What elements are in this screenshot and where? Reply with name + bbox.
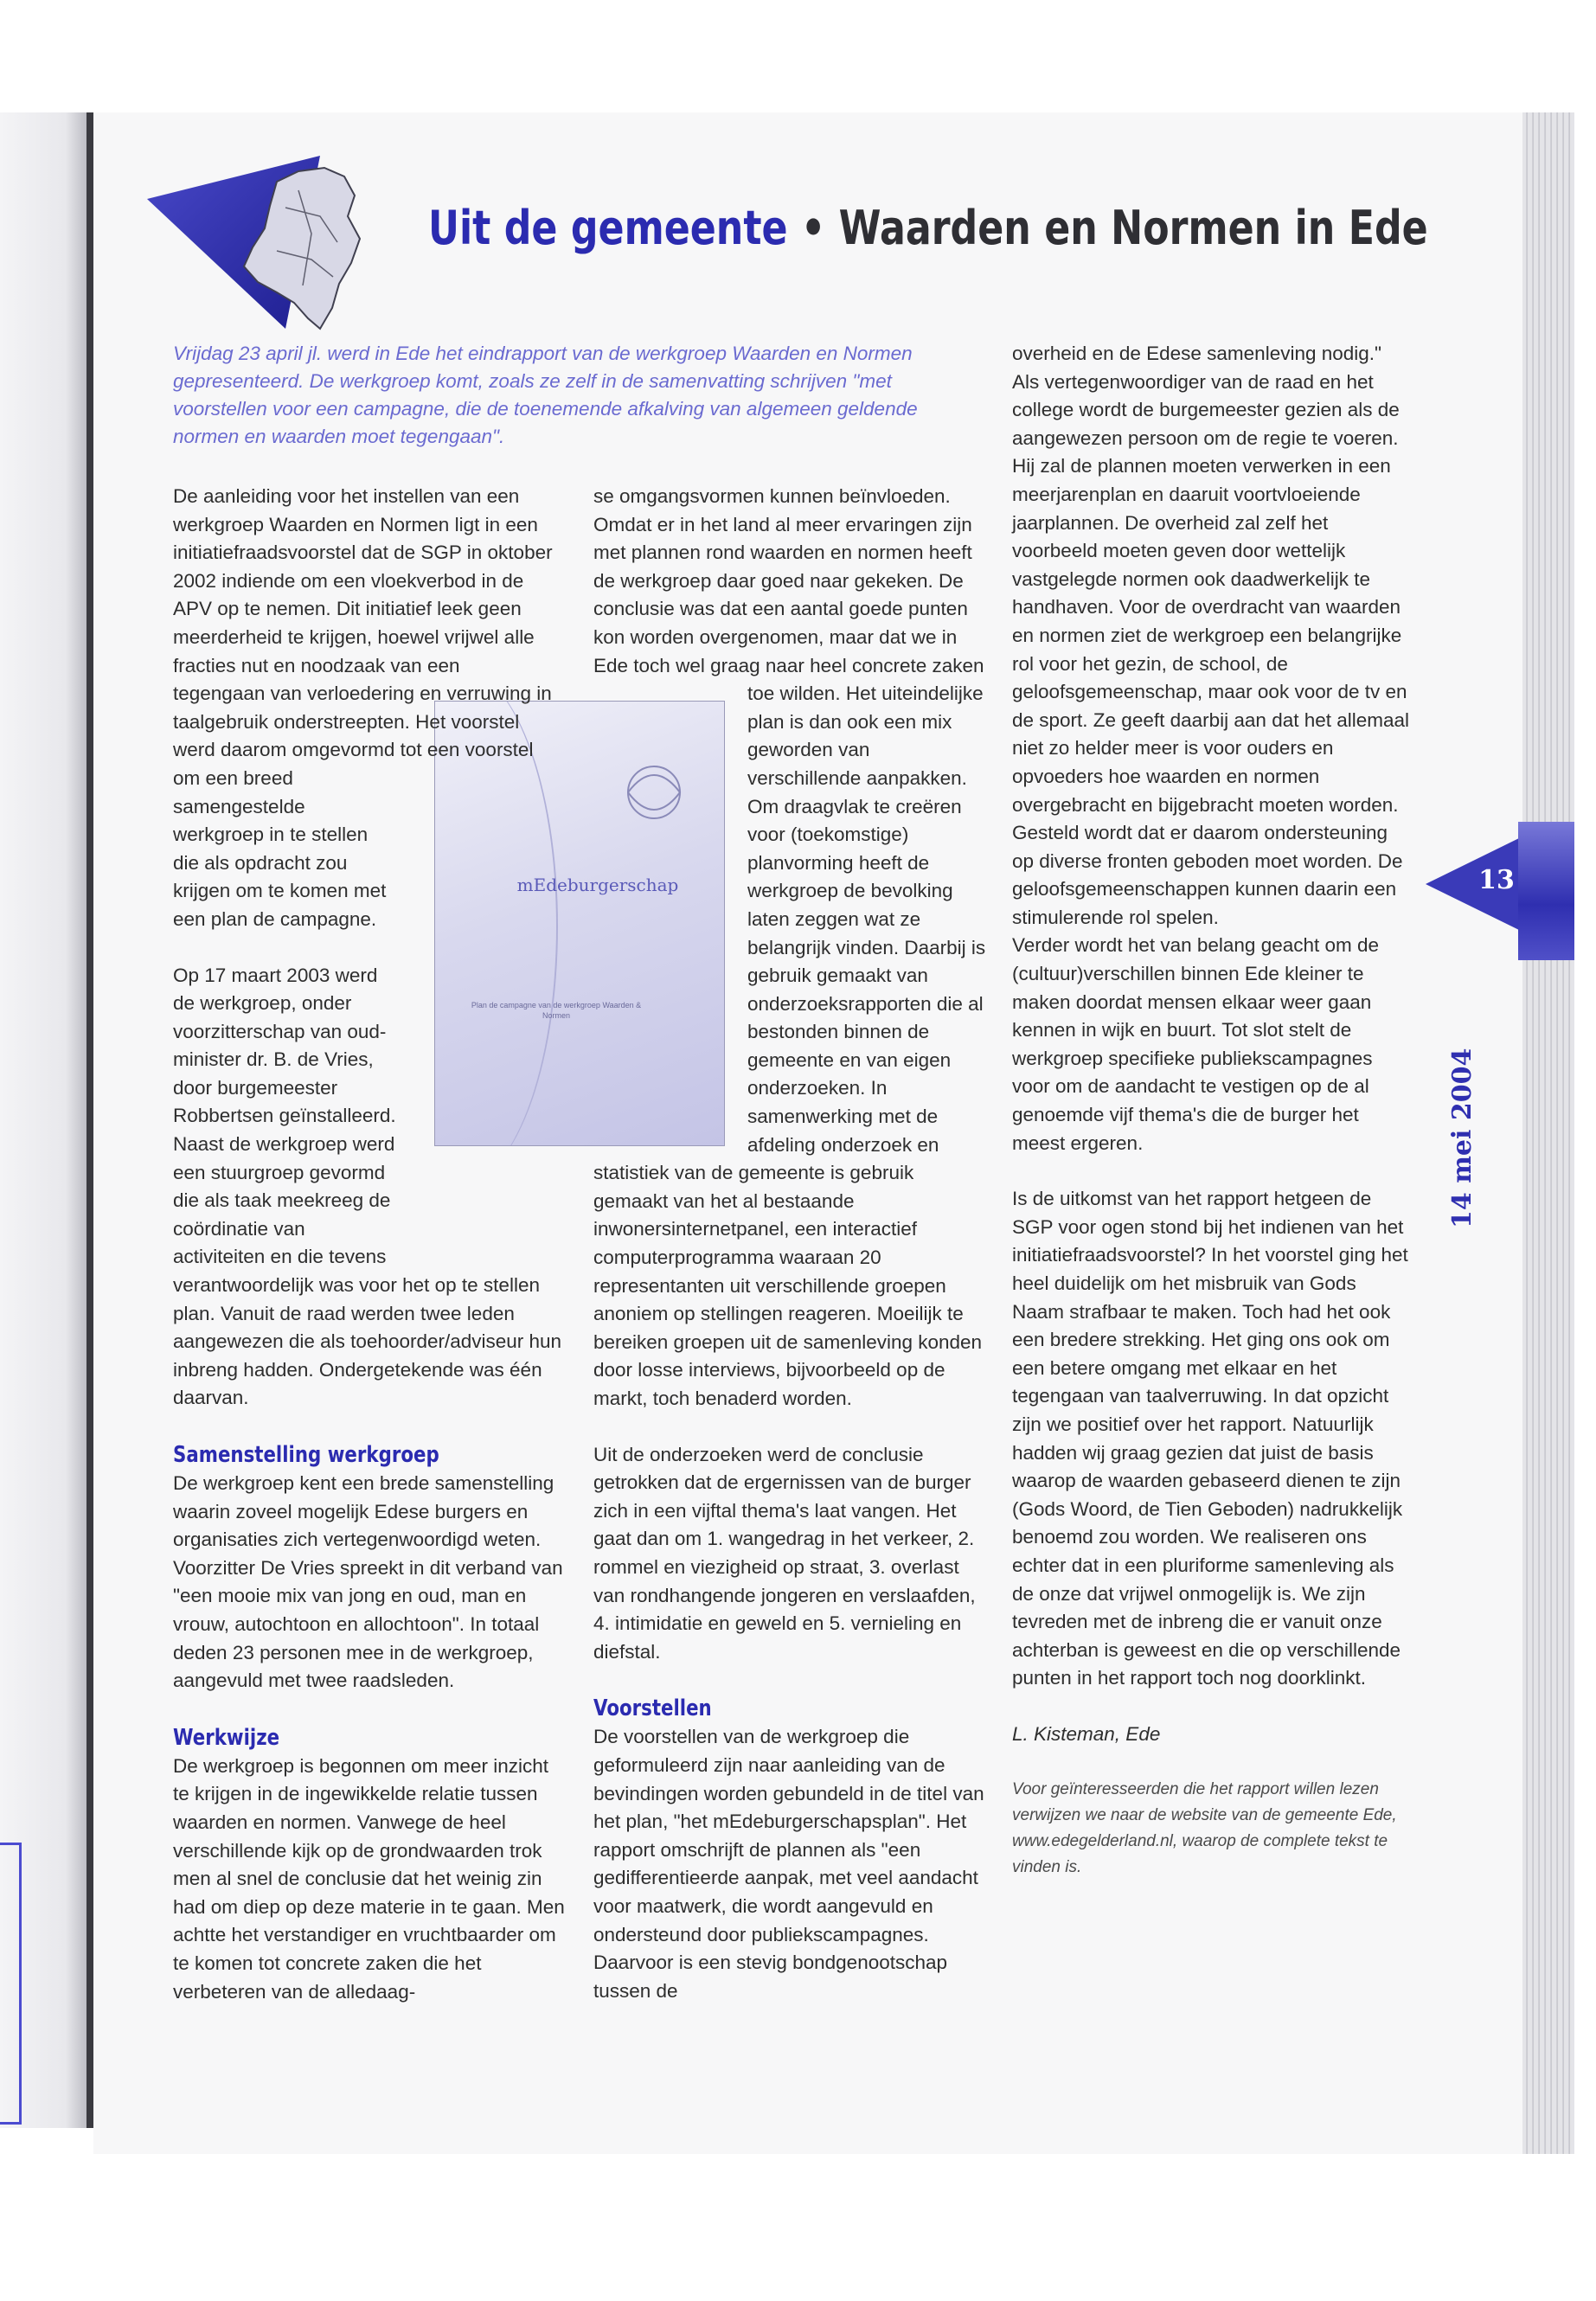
magazine-spine bbox=[0, 112, 93, 2128]
paragraph: Verder wordt het van belang geacht om de (cultuur)verschillen binnen Ede kleiner te maken doordat mensen elkaar weer gaan kennen in wijk en buurt. Tot slot stelt de werkgroep specifieke publiekscampagnes voor om de aandacht te vestigen op de al genoemde vijf thema's die de burger het meest ergeren. bbox=[1012, 934, 1380, 1154]
page-edges bbox=[1522, 112, 1574, 2154]
column-2 bbox=[593, 483, 987, 2005]
heading-werkwijze: Werkwijze bbox=[173, 1724, 280, 1751]
paragraph: Op 17 maart 2003 werd de werkgroep, onder voorzitterschap van oud-minister dr. B. de Vries, door burgemeester Robbertsen geïnstalleerd. Naast de werkgroep werd een stuurgroep gevormd die als taak meekreeg de coördinatie van activiteiten en die tevens verantwoordelijk was voor het op te stellen plan. Vanuit de raad werden twee leden aangewezen die als toehoorder/adviseur hun inbreng hadden. Ondergetekende was één daarvan. bbox=[173, 964, 562, 1409]
page-number: 13 bbox=[1478, 865, 1515, 895]
paragraph: Uit de onderzoeken werd de conclusie getrokken dat de ergernissen van de burger zich in een vijftal thema's laat vangen. Het gaat dan om 1. wangedrag in het verkeer, 2. rommel en viezigheid op straat, 3. overlast van rondhangende jongeren en verslaafden, 4. intimidatie en geweld en 5. vernieling en diefstal. bbox=[593, 1443, 976, 1663]
paragraph: Is de uitkomst van het rapport hetgeen de SGP voor ogen stond bij het indienen van het initiatiefraadsvoorstel? In het voorstel ging het heel duidelijk om het misbruik van Gods Naam strafbaar te maken. Toch had het ook een bredere strekking. Het ging ons ook om een betere omgang met elkaar en het tegengaan van taalverruwing. In dat opzicht zijn we positief over het rapport. Natuurlijk hadden wij graag gezien dat juist de basis waarop de waarden gebaseerd dienen te zijn (Gods Woord, de Tien Geboden) nadrukkelijk benoemd zou worden. We realiseren ons echter dat in een pluriforme samenleving als de onze dat vrijwel onmogelijk is. We zijn tevreden met de inbreng die er vanuit onze achterban is geweest en die op verschillende punten in het rapport toch nog doorklinkt. bbox=[1012, 1188, 1408, 1689]
signature: L. Kisteman, Ede bbox=[1012, 1722, 1161, 1745]
float-spacer bbox=[554, 483, 567, 777]
website-note: Voor geïnteresseerden die het rapport willen lezen verwijzen we naar de website van de gemeente Ede, www.edegelderland.nl, waarop de complete tekst te vinden is. bbox=[1012, 1779, 1397, 1876]
paragraph: De werkgroep kent een brede samenstelling waarin zoveel mogelijk Edese burgers en organisaties zich vertegenwoordigd weten. Voorzitter De Vries spreekt in dit verband van "een mooie mix van jong en oud, man en vrouw, autochtoon en allochtoon". In totaal deden 23 personen mee in de werkgroep, aangevuld met twee raadsleden. bbox=[173, 1472, 563, 1692]
title-part-1: Uit de gemeente bbox=[428, 201, 788, 255]
cover-brand: mEdeburgerschap bbox=[516, 875, 679, 895]
paragraph: overheid en de Edese samenleving nodig." Als vertegenwoordiger van de raad en het college wordt de burgemeester gezien als de aangewezen persoon om de regie te voeren. Hij zal de plannen moeten verwerken in een meerjarenplan en daaruit voortvloeiende jaarplannen. De overheid zal zelf het voorbeeld moeten geven door wettelijk vastgelegde normen ook daadwerkelijk te handhaven. Voor de overdracht van waarden en normen ziet de werkgroep een belangrijke rol voor het gezin, de school, de geloofsgemeenschap, maar ook voor de tv en de sport. Ze geeft daarbij aan dat het allemaal niet zo helder meer is voor ouders en opvoeders hoe waarden en normen overgebracht en bijgebracht moeten worden. Gesteld wordt dat er daarom ondersteuning op diverse fronten geboden moet worden. De geloofsgemeenschappen kunnen daarin een stimulerende rol spelen. bbox=[1012, 343, 1410, 928]
page-title bbox=[428, 201, 1428, 255]
previous-page-frame bbox=[0, 1843, 22, 2125]
title-bullet: • bbox=[800, 201, 826, 255]
cover-wrap-spacer bbox=[397, 777, 567, 1248]
issue-date: 14 mei 2004 bbox=[1447, 1048, 1477, 1228]
paragraph: De werkgroep is begonnen om meer inzicht te krijgen in de ingewikkelde relatie tussen waarden en normen. Vanwege de heel verschillende kijk op de grondwaarden trok men al snel de conclusie dat het weinig zin had om diep op deze materie in te gaan. Men achtte het verstandiger en vruchtbaarder om te komen tot concrete zaken die het verbeteren van de alledaag- bbox=[173, 1754, 565, 2003]
netherlands-map-icon bbox=[147, 156, 381, 337]
column-3 bbox=[1012, 340, 1410, 1881]
heading-voorstellen: Voorstellen bbox=[593, 1695, 712, 1722]
paragraph: De aanleiding voor het instellen van een werkgroep Waarden en Normen ligt in een initiatiefraadsvoorstel dat de SGP in oktober 2002 indiende om een vloekverbod in de APV op te nemen. Dit initiatief leek geen meerderheid te krijgen, hoewel vrijwel alle fracties nut en noodzaak van een tegengaan van verloedering en verruwing in taalgebruik onderstreepten. Het voorstel werd daarom omgevormd tot een voorstel om een breed samengestelde werkgroep in te stellen die als opdracht zou krijgen om te komen met een plan de campagne. bbox=[173, 485, 553, 930]
cover-subtitle: Plan de campagne van de werkgroep Waarden & Normen bbox=[471, 1001, 642, 1020]
intro-text: Vrijdag 23 april jl. werd in Ede het eindrapport van de werkgroep Waarden en Normen gepresenteerd. De werkgroep komt, zoals ze zelf in de samenvatting schrijven "met voorstellen voor een campagne, die de toenemende afkalving van algemeen geldende normen en waarden moet tegengaan". bbox=[173, 343, 918, 447]
cover-wrap-spacer bbox=[593, 682, 747, 1157]
heading-samenstelling: Samenstelling werkgroep bbox=[173, 1442, 439, 1468]
paragraph: De voorstellen van de werkgroep die geformuleerd zijn naar aanleiding van de bevindingen worden gebundeld in de titel van het plan, "het mEdeburgerschapsplan". Het rapport omschrijft de plannen als "een gedifferentieerde aanpak, met veel aandacht voor maatwerk, die wordt aangevuld en ondersteund door publiekscampagnes. Daarvoor is een stevig bondgenootschap tussen de bbox=[593, 1726, 984, 2002]
title-part-2: Waarden en Normen in Ede bbox=[838, 201, 1428, 255]
paragraph: se omgangsvormen kunnen beïnvloeden. Omdat er in het land al meer ervaringen zijn met plannen rond waarden en normen heeft de werkgroep daar goed naar gekeken. De conclusie was dat een aantal goede punten kon worden overgenomen, maar dat we in Ede toch wel graag naar heel concrete zaken toe wilden. Het uiteindelijke plan is dan ook een mix geworden van verschillende aanpakken. Om draagvlak te creëren voor (toekomstige) planvorming heeft de werkgroep de bevolking laten zeggen wat ze belangrijk vinden. Daarbij is gebruik gemaakt van onderzoeksrapporten die al bestonden binnen de gemeente en van eigen onderzoeken. In samenwerking met de afdeling onderzoek en statistiek van de gemeente is gebruik gemaakt van het al bestaande inwonersinternetpanel, een interactief computerprogramma waaraan 20 representanten uit verschillende groepen anoniem op stellingen reageren. Moeilijk te bereiken groepen uit de samenleving konden door losse interviews, bijvoorbeeld op de markt, toch benaderd worden. bbox=[593, 485, 986, 1409]
column-1 bbox=[173, 483, 567, 2006]
